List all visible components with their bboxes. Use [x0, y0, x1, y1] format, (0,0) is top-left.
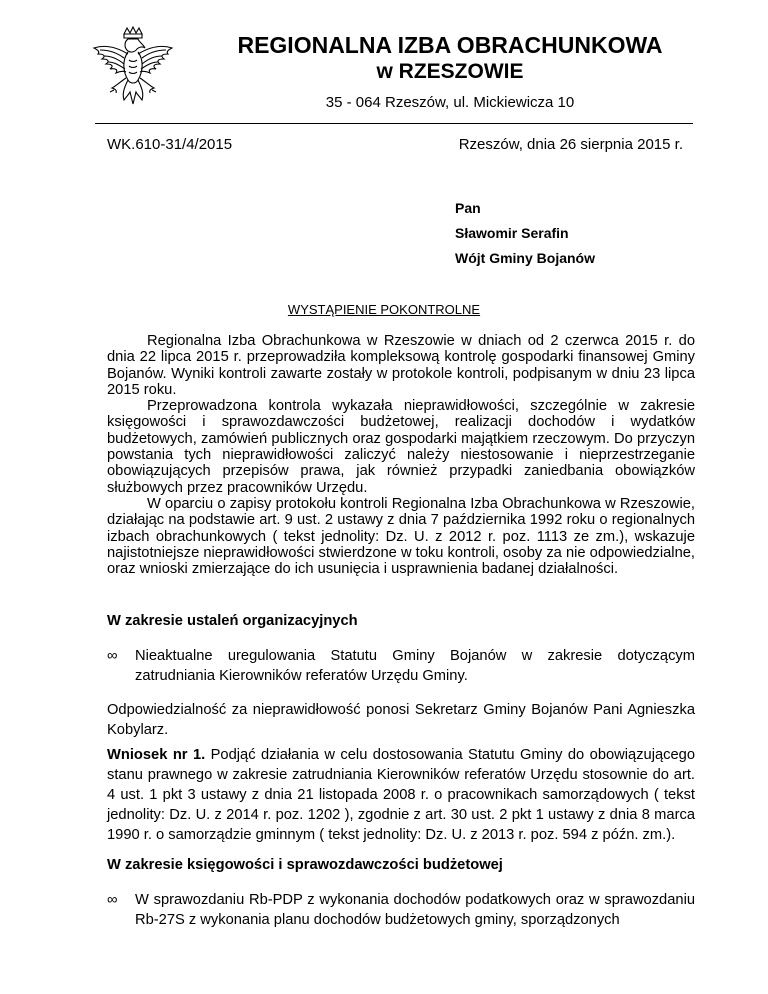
conclusion-label: Wniosek nr 1. — [107, 747, 206, 763]
paragraph: Przeprowadzona kontrola wykazała nieprawidłowości, szczególnie w zakresie księgowości i sprawozdawczości budżetowej, realizacji dochodów i wydatków budżetowych, zamówień publicznych oraz gospodarki majątkiem rzeczowym. Do przyczyn powstania tych nieprawidłowości zaliczyć należy niestosowanie i nieprzestrzeganie obowiązujących przepisów prawa, jak również przypadki zaniedbania obowiązków służbowych przez pracowników Urzędu. — [107, 398, 695, 496]
finding-item — [107, 890, 695, 930]
infinity-bullet-icon: ∞ — [107, 648, 118, 664]
recipient-title: Wójt Gminy Bojanów — [455, 250, 595, 266]
paragraph: W oparciu o zapisy protokołu kontroli Regionalna Izba Obrachunkowa w Rzeszowie, działając na podstawie art. 9 ust. 2 ustawy z dnia 7 października 1992 roku o regionalnych izbach obrachunkowych ( tekst jednolity: Dz. U. z 2012 r. poz. 1113 ze zm.), wskazuje najistotniejsze nieprawidłowości stwierdzone w toku kontroli, osoby za nie odpowiedzialne, oraz wnioski zmierzające do ich usunięcia i usprawnienia badanej działalności. — [107, 495, 695, 578]
document-title: WYSTĄPIENIE POKONTROLNE — [287, 302, 481, 317]
intro-body — [107, 333, 695, 577]
institution-address: 35 - 064 Rzeszów, ul. Mickiewicza 10 — [325, 94, 575, 111]
conclusion-1 — [107, 745, 695, 845]
recipient-name: Sławomir Serafin — [455, 225, 569, 241]
institution-name: REGIONALNA IZBA OBRACHUNKOWA — [237, 32, 663, 58]
header-divider — [95, 123, 693, 124]
conclusion-text: Podjąć działania w celu dostosowania Statutu Gminy do obowiązującego stanu prawnego w zakresie zatrudniania Kierowników referatów Urzędu stosownie do art. 4 ust. 1 pkt 3 ustawy z dnia 21 listopada 2008 r. o pracownikach samorządowych ( tekst jednolity: Dz. U. z 2014 r. poz. 1202 ), zgodnie z art. 30 ust. 2 pkt 1 ustawy z dnia 8 marca 1990 r. o samorządzie gminnym ( tekst jednolity: Dz. U. z 2013 r. poz. 594 z późn. zm.). — [107, 747, 695, 843]
case-signature: WK.610-31/4/2015 — [107, 136, 233, 153]
section-heading-accounting: W zakresie księgowości i sprawozdawczości budżetowej — [107, 857, 503, 873]
responsibility-note: Odpowiedzialność za nieprawidłowość ponosi Sekretarz Gminy Bojanów Pani Agnieszka Kobylarz. — [107, 702, 695, 738]
section-heading-organizational: W zakresie ustaleń organizacyjnych — [107, 613, 358, 629]
polish-eagle-emblem-icon — [88, 26, 178, 112]
institution-city: w RZESZOWIE — [376, 60, 524, 83]
finding-text: Nieaktualne uregulowania Statutu Gminy Bojanów w zakresie dotyczącym zatrudniania Kierowników referatów Urzędu Gminy. — [135, 648, 695, 684]
finding-item — [107, 646, 695, 686]
infinity-bullet-icon: ∞ — [107, 892, 118, 908]
recipient-salutation: Pan — [455, 200, 481, 216]
document-date: Rzeszów, dnia 26 sierpnia 2015 r. — [458, 136, 683, 153]
paragraph: Regionalna Izba Obrachunkowa w Rzeszowie w dniach od 2 czerwca 2015 r. do dnia 22 lipca 2015 r. przeprowadziła kompleksową kontrolę gospodarki finansowej Gminy Bojanów. Wyniki kontroli zawarte zostały w protokole kontroli, podpisanym w dniu 23 lipca 2015 roku. — [107, 333, 695, 398]
finding-text: W sprawozdaniu Rb-PDP z wykonania dochodów podatkowych oraz w sprawozdaniu Rb-27S z wykonania planu dochodów budżetowych gminy, sporządzonych — [135, 892, 695, 928]
